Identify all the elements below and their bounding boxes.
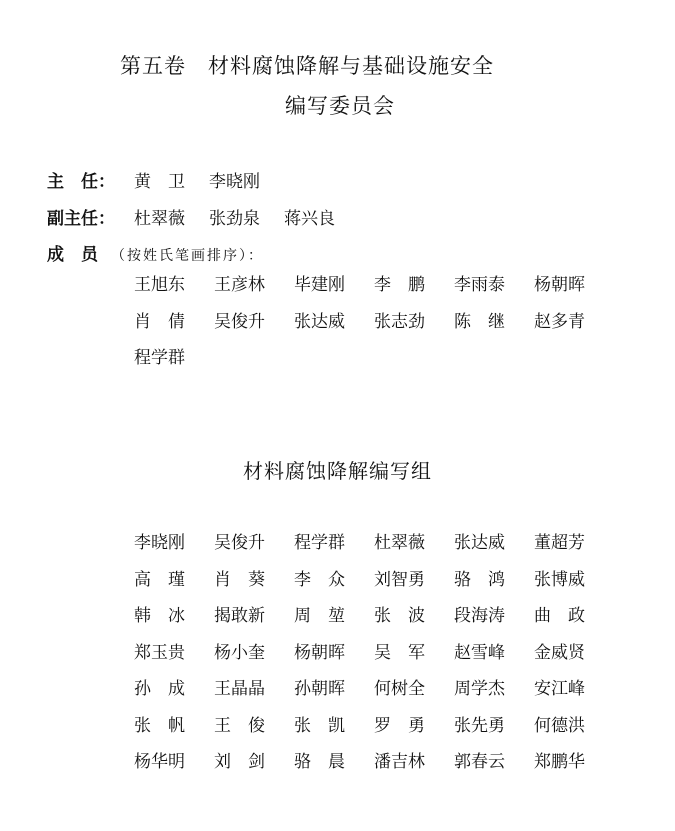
group-member-name: 杨华明 [134,752,185,772]
volume-title [120,50,494,80]
group-member-name: 郑玉贵 [134,642,185,663]
deputy-director-name: 张劲泉 [209,209,260,229]
members-list [134,275,614,385]
member-name: 肖 倩 [134,311,185,332]
group-member-name: 郑鹏华 [534,752,585,772]
group-member-name: 李 众 [294,569,345,590]
group-member-name: 刘 剑 [214,752,265,772]
member-name: 杨朝晖 [534,275,585,295]
committee-title: 编写委员会 [285,94,395,118]
volume-subject: 材料腐蚀降解与基础设施安全 [208,54,494,78]
group-member-name: 张 帆 [134,715,185,736]
group-member-name: 金威贤 [534,642,585,663]
group-member-name: 郭春云 [454,752,505,772]
group-member-name: 李晓刚 [134,533,185,553]
group-member-name: 杨朝晖 [294,642,345,663]
group-member-name: 孙朝晖 [294,679,345,699]
deputy-director-name: 杜翠薇 [134,209,185,229]
group-member-name: 张 凯 [294,715,345,736]
group-member-name: 揭敢新 [214,606,265,626]
member-name: 吴俊升 [214,311,265,332]
members-sort-note: （按姓氏笔画排序）： [111,248,264,264]
group-member-name: 杜翠薇 [374,533,425,553]
member-name: 赵多青 [534,311,585,332]
group-member-name: 骆 鸿 [454,569,505,590]
group-member-name: 罗 勇 [374,715,425,736]
group-member-name: 高 瑾 [134,569,185,590]
member-name: 陈 继 [454,311,505,332]
group-member-name: 吴 军 [374,642,425,663]
group-member-name: 张达威 [454,533,505,553]
group-member-name: 何树全 [374,679,425,699]
director-name: 黄 卫 [134,172,185,192]
group-member-name: 周 堃 [294,606,345,626]
group-member-name: 王 俊 [214,715,265,736]
group-member-name: 吴俊升 [214,533,265,553]
director-label: 主 任： [47,172,115,192]
deputy-director-name: 蒋兴良 [284,209,335,229]
volume-number: 第五卷 [120,54,186,78]
deputy-director-row [47,204,359,229]
member-name: 王旭东 [134,275,185,295]
member-name: 程学群 [134,348,185,368]
group-member-name: 程学群 [294,533,345,553]
group-member-name: 曲 政 [534,606,585,626]
group-member-name: 张先勇 [454,715,505,736]
group-member-name: 孙 成 [134,679,185,699]
group-member-name: 杨小奎 [214,642,265,663]
group-member-name: 刘智勇 [374,569,425,590]
member-name: 毕建刚 [294,275,345,295]
member-name: 李雨泰 [454,275,505,295]
member-name: 王彦林 [214,275,265,295]
writing-group-list [134,533,614,789]
group-member-name: 董超芳 [534,533,585,553]
group-member-name: 张博威 [534,569,585,590]
group-member-name: 张 波 [374,606,425,626]
group-member-name: 王晶晶 [214,679,265,699]
group-member-name: 潘吉林 [374,752,425,772]
members-label: 成 员 [47,245,98,265]
group-member-name: 段海涛 [454,606,505,626]
member-name: 张达威 [294,311,345,332]
member-name: 张志劲 [374,311,425,332]
director-name: 李晓刚 [209,172,260,192]
group-member-name: 何德洪 [534,715,585,736]
writing-group-title: 材料腐蚀降解编写组 [243,459,432,483]
member-name: 李 鹏 [374,275,425,295]
group-member-name: 周学杰 [454,679,505,699]
group-member-name: 赵雪峰 [454,642,505,663]
members-row [47,240,264,265]
group-member-name: 安江峰 [534,679,585,699]
group-member-name: 韩 冰 [134,606,185,626]
group-member-name: 骆 晨 [294,752,345,772]
deputy-director-label: 副主任： [47,209,115,229]
director-row [47,167,284,192]
group-member-name: 肖 葵 [214,569,265,590]
